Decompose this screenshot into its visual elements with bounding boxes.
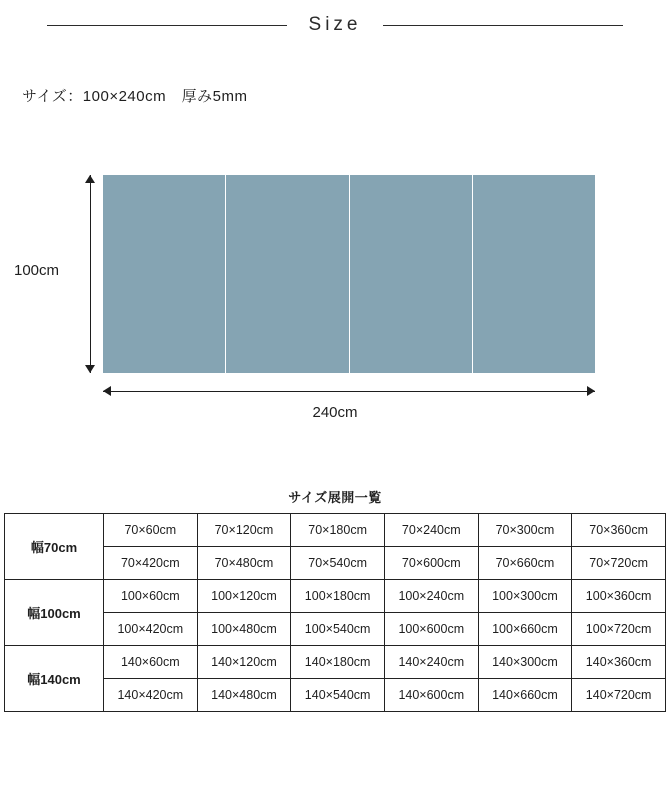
size-cell: 70×240cm — [384, 514, 478, 547]
mat-panel — [350, 175, 473, 373]
table-row — [5, 580, 666, 613]
size-cell: 70×60cm — [104, 514, 198, 547]
size-cell: 100×720cm — [572, 613, 666, 646]
size-variation-table — [4, 513, 666, 712]
size-cell: 140×540cm — [291, 679, 385, 712]
size-cell: 100×240cm — [384, 580, 478, 613]
size-cell: 100×360cm — [572, 580, 666, 613]
size-cell: 140×480cm — [197, 679, 291, 712]
mat-illustration — [103, 175, 595, 373]
size-cell: 100×660cm — [478, 613, 572, 646]
size-cell: 140×660cm — [478, 679, 572, 712]
width-dimension-arrow — [103, 385, 595, 399]
table-row — [5, 613, 666, 646]
arrow-head-down-icon — [85, 365, 95, 373]
size-cell: 70×480cm — [197, 547, 291, 580]
arrow-line-horizontal — [103, 391, 595, 392]
table-row — [5, 646, 666, 679]
size-cell: 140×420cm — [104, 679, 198, 712]
page-title: Size — [308, 14, 362, 35]
height-dimension-arrow — [84, 175, 98, 373]
row-header-width140: 幅140cm — [5, 646, 104, 712]
size-cell: 100×600cm — [384, 613, 478, 646]
size-cell: 70×360cm — [572, 514, 666, 547]
size-diagram — [0, 160, 670, 450]
section-header — [0, 14, 670, 36]
size-cell: 70×180cm — [291, 514, 385, 547]
size-cell: 70×600cm — [384, 547, 478, 580]
arrow-line-vertical — [90, 175, 91, 373]
size-cell: 100×60cm — [104, 580, 198, 613]
size-cell: 100×480cm — [197, 613, 291, 646]
size-cell: 100×180cm — [291, 580, 385, 613]
mat-panel — [103, 175, 226, 373]
size-cell: 140×60cm — [104, 646, 198, 679]
size-cell: 70×720cm — [572, 547, 666, 580]
header-rule-left — [47, 25, 287, 26]
size-cell: 140×300cm — [478, 646, 572, 679]
size-cell: 100×300cm — [478, 580, 572, 613]
size-cell: 100×120cm — [197, 580, 291, 613]
size-cell: 140×360cm — [572, 646, 666, 679]
size-cell: 100×420cm — [104, 613, 198, 646]
width-dimension-label: 240cm — [312, 404, 358, 421]
size-spec-text: サイズ：100×240cm 厚み5mm — [22, 88, 248, 105]
row-header-width100: 幅100cm — [5, 580, 104, 646]
size-cell: 140×180cm — [291, 646, 385, 679]
arrow-head-right-icon — [587, 386, 595, 396]
table-row — [5, 679, 666, 712]
size-cell: 140×720cm — [572, 679, 666, 712]
mat-panel — [473, 175, 595, 373]
size-table-title: サイズ展開一覧 — [288, 490, 382, 505]
size-cell: 70×540cm — [291, 547, 385, 580]
size-cell: 140×600cm — [384, 679, 478, 712]
size-cell: 140×240cm — [384, 646, 478, 679]
mat-panel — [226, 175, 349, 373]
size-cell: 70×120cm — [197, 514, 291, 547]
size-cell: 100×540cm — [291, 613, 385, 646]
table-row — [5, 514, 666, 547]
size-cell: 140×120cm — [197, 646, 291, 679]
size-cell: 70×660cm — [478, 547, 572, 580]
table-row — [5, 547, 666, 580]
height-dimension-label: 100cm — [14, 262, 60, 279]
row-header-width70: 幅70cm — [5, 514, 104, 580]
size-cell: 70×300cm — [478, 514, 572, 547]
size-cell: 70×420cm — [104, 547, 198, 580]
header-rule-right — [383, 25, 623, 26]
